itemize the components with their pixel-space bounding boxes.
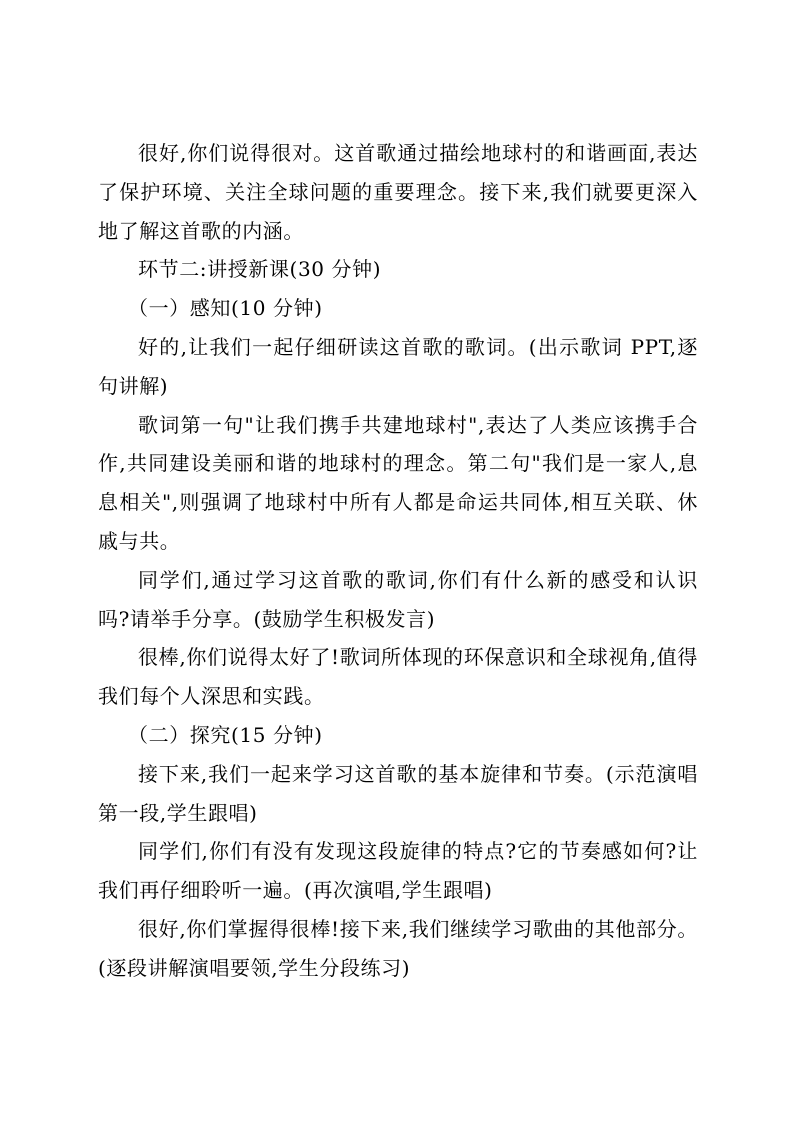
subsection-heading-exploration: （二）探究(15 分钟) bbox=[128, 722, 323, 747]
paragraph-lyrics-explanation: 歌词第一句"让我们携手共建地球村",表达了人类应该携手合作,共同建设美丽和谐的地球村的理念。第二句"我们是一家人,息息相关",则强调了地球村中所有人都是命运共同体,相互关联、休戚与共。 bbox=[98, 412, 698, 553]
document-body bbox=[98, 134, 698, 988]
subsection-heading-perception: （一）感知(10 分钟) bbox=[128, 296, 323, 321]
paragraph-melody: 接下来,我们一起来学习这首歌的基本旋律和节奏。(示范演唱第一段,学生跟唱) bbox=[98, 761, 698, 825]
paragraph-intro: 很好,你们说得很对。这首歌通过描绘地球村的和谐画面,表达了保护环境、关注全球问题的重要理念。接下来,我们就要更深入地了解这首歌的内涵。 bbox=[98, 141, 698, 243]
section-heading-lesson: 环节二:讲授新课(30 分钟) bbox=[138, 257, 382, 282]
paragraph-lyrics-reading: 好的,让我们一起仔细研读这首歌的歌词。(出示歌词 PPT,逐句讲解) bbox=[98, 334, 698, 398]
paragraph-praise: 很棒,你们说得太好了!歌词所体现的环保意识和全球视角,值得我们每个人深思和实践。 bbox=[98, 645, 698, 709]
paragraph-practice: 很好,你们掌握得很棒!接下来,我们继续学习歌曲的其他部分。(逐段讲解演唱要领,学生分段练习) bbox=[98, 916, 698, 980]
paragraph-rhythm: 同学们,你们有没有发现这段旋律的特点?它的节奏感如何?让我们再仔细聆听一遍。(再次演唱,学生跟唱) bbox=[98, 839, 698, 903]
paragraph-share-feelings: 同学们,通过学习这首歌的歌词,你们有什么新的感受和认识吗?请举手分享。(鼓励学生积极发言) bbox=[98, 567, 698, 631]
